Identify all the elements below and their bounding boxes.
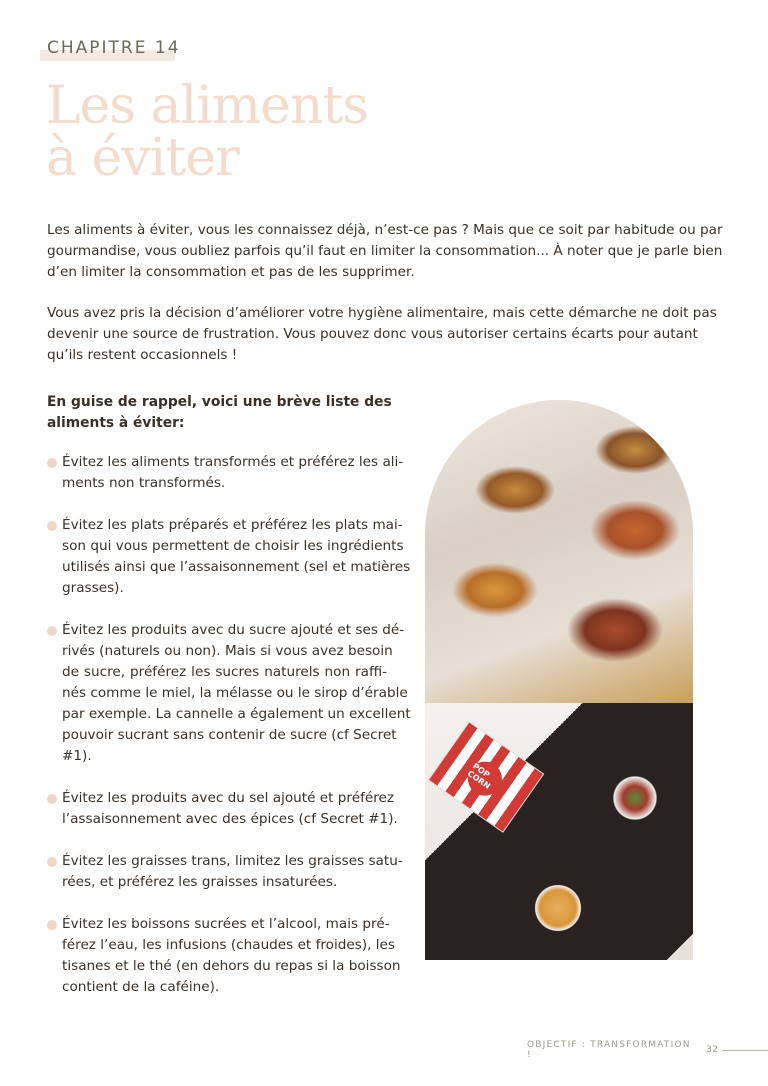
text-line: Évitez les produits avec du sucre ajouté et ses dé- bbox=[62, 622, 405, 638]
text-line: Évitez les boissons sucrées et l’alcool, mais pré- bbox=[62, 916, 390, 932]
text-line: utilisés ainsi que l’assaisonnement (sel et matières bbox=[62, 559, 411, 575]
text-line: En guise de rappel, voici une brève liste des bbox=[47, 394, 392, 410]
text-line: tisanes et le thé (en dehors du repas si la boisson bbox=[62, 958, 401, 974]
text-line: l’assaisonnement avec des épices (cf Secret #1). bbox=[62, 811, 398, 827]
text-line: gourmandise, vous oubliez parfois qu’il faut en limiter la consommation... À noter que je parle bien bbox=[47, 243, 723, 259]
text-line: de sucre, préférez les sucres naturels non raffi- bbox=[62, 664, 387, 680]
paragraph-2 bbox=[47, 303, 717, 366]
chapter-text: CHAPITRE 14 bbox=[47, 38, 181, 58]
bullet-icon bbox=[47, 857, 57, 867]
text-line: devenir une source de frustration. Vous pouvez donc vous autoriser certains écarts pour autant bbox=[47, 326, 698, 342]
text-line: ments non transformés. bbox=[62, 475, 226, 491]
list-item bbox=[47, 851, 403, 893]
text-line: #1). bbox=[62, 748, 92, 764]
text-line: nés comme le miel, la mélasse ou le sirop d’érable bbox=[62, 685, 408, 701]
page-title bbox=[46, 76, 368, 188]
title-line: Les aliments bbox=[46, 76, 368, 136]
text-line: qu’ils restent occasionnels ! bbox=[47, 347, 238, 363]
page-footer bbox=[527, 1040, 768, 1060]
foods-to-avoid-list bbox=[47, 452, 411, 1019]
text-line: férez l’eau, les infusions (chaudes et froides), les bbox=[62, 937, 396, 953]
text-line: Évitez les graisses trans, limitez les graisses satu- bbox=[62, 853, 403, 869]
text-line: Évitez les aliments transformés et préférez les ali- bbox=[62, 454, 404, 470]
footer-rule bbox=[722, 1050, 768, 1051]
footer-title: OBJECTIF : TRANSFORMATION ! bbox=[527, 1040, 691, 1060]
page-number: 32 bbox=[706, 1045, 719, 1055]
chapter-label bbox=[40, 38, 181, 58]
bullet-icon bbox=[47, 626, 57, 636]
burgers-photo bbox=[425, 400, 693, 703]
text-line: contient de la caféine). bbox=[62, 979, 220, 995]
paragraph-1 bbox=[47, 220, 723, 283]
text-line: son qui vous permettent de choisir les ingrédients bbox=[62, 538, 404, 554]
text-line: rivés (naturels ou non). Mais si vous avez besoin bbox=[62, 643, 393, 659]
bullet-icon bbox=[47, 920, 57, 930]
list-item bbox=[47, 452, 404, 494]
popcorn-box bbox=[428, 721, 545, 833]
bullet-icon bbox=[47, 458, 57, 468]
text-line: rées, et préférez les graisses insaturées. bbox=[62, 874, 338, 890]
text-line: pouvoir sucrant sans contenir de sucre (cf Secret bbox=[62, 727, 397, 743]
list-item bbox=[47, 788, 398, 830]
text-line: aliments à éviter: bbox=[47, 415, 185, 431]
text-line: grasses). bbox=[62, 580, 124, 596]
text-line: Évitez les plats préparés et préférez les plats mai- bbox=[62, 517, 403, 533]
snack-board-photo bbox=[425, 703, 693, 960]
list-intro bbox=[47, 392, 392, 434]
list-item bbox=[47, 515, 411, 599]
list-item bbox=[47, 620, 411, 767]
text-line: Les aliments à éviter, vous les connaissez déjà, n’est-ce pas ? Mais que ce soit par habitude ou par bbox=[47, 222, 723, 238]
text-line: d’en limiter la consommation et pas de les supprimer. bbox=[47, 264, 415, 280]
text-line: Vous avez pris la décision d’améliorer votre hygiène alimentaire, mais cette démarche ne doit pas bbox=[47, 305, 717, 321]
bullet-icon bbox=[47, 794, 57, 804]
text-line: par exemple. La cannelle a également un excellent bbox=[62, 706, 411, 722]
list-item bbox=[47, 914, 401, 998]
bullet-icon bbox=[47, 521, 57, 531]
popcorn-label: POP CORN bbox=[461, 755, 508, 802]
text-line: Évitez les produits avec du sel ajouté et préférez bbox=[62, 790, 395, 806]
title-line: à éviter bbox=[46, 128, 239, 188]
